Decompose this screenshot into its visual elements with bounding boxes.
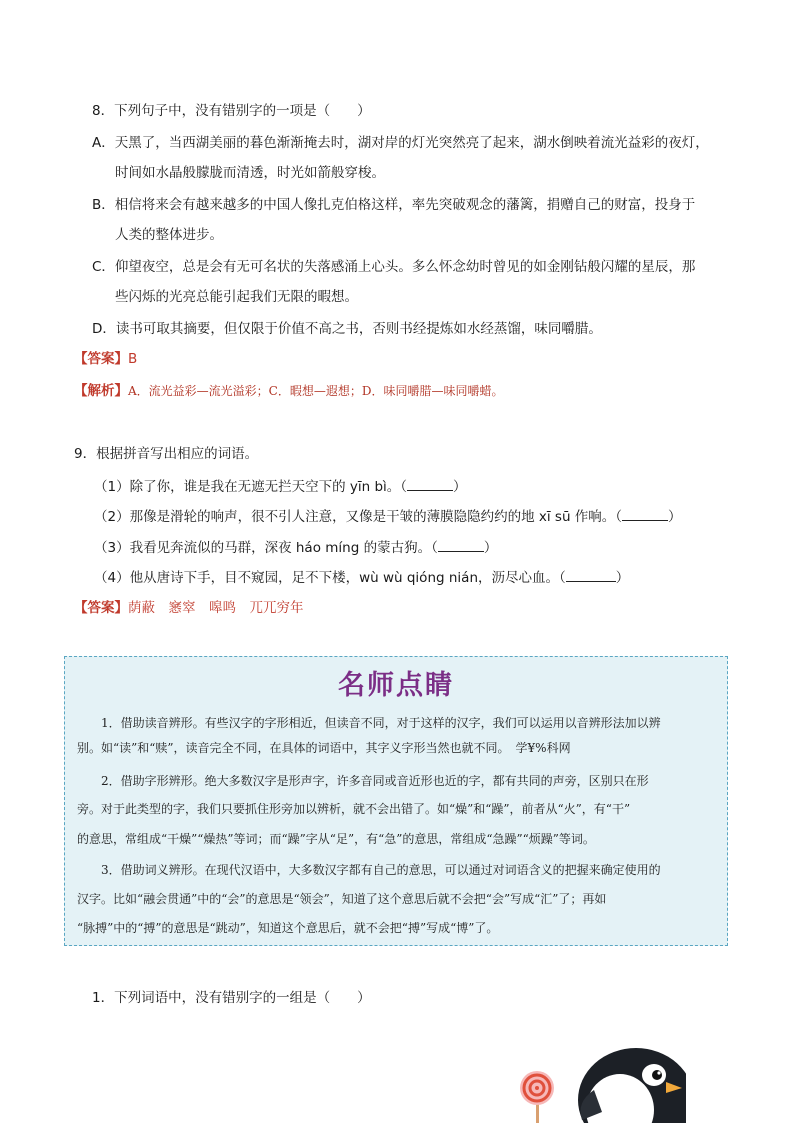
q8-option-c-line2: 些闪烁的光亮总能引起我们无限的暇想。 (115, 289, 358, 305)
q8-option-c-line1: C．仰望夜空，总是会有无可名状的失落感涌上心头。多么怀念幼时曾见的如金刚钻般闪耀的星辰，那 (92, 259, 696, 275)
answer-blank[interactable] (407, 476, 453, 491)
answer-value: 荫蔽 窸窣 嗥鸣 兀兀穷年 (128, 600, 304, 616)
q8-stem: 8．下列句子中，没有错别字的一项是（ ） (92, 103, 371, 119)
tips-p3-line3: “脉搏”中的“搏”的意思是“跳动”，知道这个意思后，就不会把“搏”写成“博”了。 (77, 921, 499, 935)
q1-stem: 1．下列词语中，没有错别字的一组是（ ） (92, 990, 371, 1006)
answer-blank[interactable] (438, 537, 484, 552)
q8-explanation (74, 381, 503, 401)
explanation-tag: 【解析】 (74, 383, 128, 399)
tips-p1-line1: 1．借助读音辨形。有些汉字的字形相近，但读音不同，对于这样的汉字，我们可以运用以音辨形法加以辨 (101, 716, 661, 730)
q9-item-4: （4）他从唐诗下手，目不窥园，足不下楼，wù wù qióng nián，沥尽心血。（ ） (94, 567, 629, 588)
explanation-text: A．流光益彩—流光溢彩；C．暇想—遐想；D．味同嚼腊—味同嚼蜡。 (128, 384, 504, 398)
answer-value: B (128, 351, 138, 367)
tips-p2-line3: 的意思，常组成“干燥”“燥热”等词；而“躁”字从“足”，有“急”的意思，常组成“急躁”“烦躁”等词。 (77, 832, 595, 846)
q8-option-b-line1: B．相信将来会有越来越多的中国人像扎克伯格这样，率先突破观念的藩篱，捐赠自己的财富，投身于 (92, 197, 696, 213)
answer-blank[interactable] (622, 506, 668, 521)
tips-p1-line2: 别。如“读”和“赎”，读音完全不同，在具体的词语中，其字义字形当然也就不同。 学¥%科网 (77, 741, 571, 755)
answer-tag: 【答案】 (74, 351, 128, 367)
q8-option-d: D．读书可取其摘要，但仅限于价值不高之书，否则书经提炼如水经蒸馏，味同嚼腊。 (92, 321, 602, 337)
q9-item-1: （1）除了你，谁是我在无遮无拦天空下的 yīn bì。（ ） (94, 476, 467, 497)
tips-title: 名师点睛 (338, 670, 454, 701)
tips-p2-line1: 2．借助字形辨形。绝大多数汉字是形声字，许多音同或音近形也近的字，都有共同的声旁，区别只在形 (101, 774, 649, 788)
q9-answer (74, 598, 304, 618)
q8-option-b-line2: 人类的整体进步。 (115, 227, 223, 243)
q9-stem: 9．根据拼音写出相应的词语。 (74, 446, 259, 462)
q9-item-2: （2）那像是滑轮的响声，很不引人注意，又像是干皱的薄膜隐隐约约的地 xī sū 作响。（ ） (94, 506, 682, 527)
answer-tag: 【答案】 (74, 600, 128, 616)
q8-answer (74, 349, 137, 369)
tips-box (64, 656, 728, 946)
tips-p3-line2: 汉字。比如“融会贯通”中的“会”的意思是“领会”，知道了这个意思后就不会把“会”写成“汇”了；再如 (77, 892, 607, 906)
tips-p3-line1: 3．借助词义辨形。在现代汉语中，大多数汉字都有自己的意思，可以通过对词语含义的把握来确定使用的 (101, 863, 661, 877)
q9-item-3: （3）我看见奔流似的马群，深夜 háo míng 的蒙古狗。（ ） (94, 537, 497, 558)
answer-blank[interactable] (566, 567, 616, 582)
tips-p2-line2: 旁。对于此类型的字，我们只要抓住形旁加以辨析，就不会出错了。如“燥”和“躁”，前者从“火”，有“干” (77, 802, 631, 816)
penguin-mascot-icon (516, 1040, 686, 1123)
q8-option-a-line2: 时间如水晶般朦胧而清透，时光如箭般穿梭。 (115, 165, 385, 181)
q8-option-a-line1: A．天黑了，当西湖美丽的暮色渐渐掩去时，湖对岸的灯光突然亮了起来，湖水倒映着流光益彩的夜灯， (92, 135, 709, 151)
